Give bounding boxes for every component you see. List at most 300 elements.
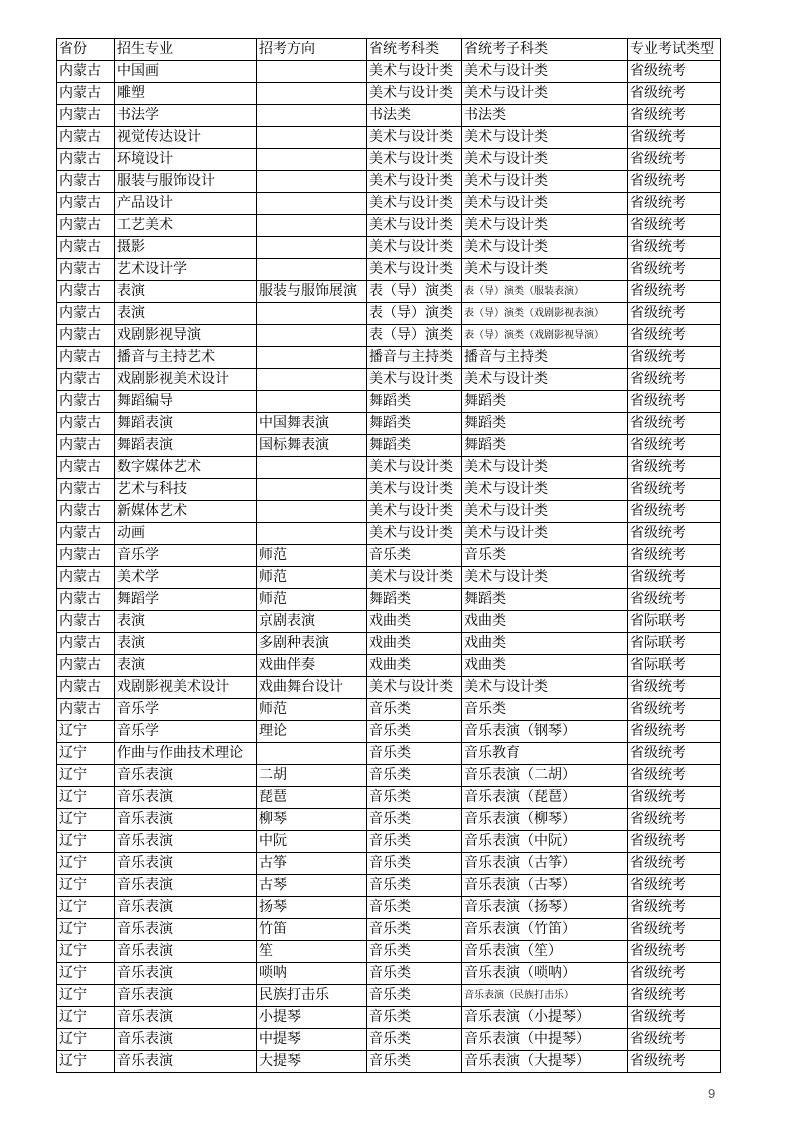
cell-exam-type: 省级统考 [628, 523, 721, 545]
cell-exam-type: 省级统考 [628, 105, 721, 127]
cell-exam-subcategory: 音乐表演（民族打击乐） [462, 985, 628, 1007]
cell-exam-category: 书法类 [367, 105, 462, 127]
cell-exam-category: 音乐类 [367, 1051, 462, 1073]
cell-exam-subcategory: 美术与设计类 [462, 501, 628, 523]
cell-major: 音乐表演 [115, 831, 257, 853]
cell-exam-subcategory: 美术与设计类 [462, 149, 628, 171]
cell-exam-category: 音乐类 [367, 985, 462, 1007]
cell-province: 内蒙古 [57, 457, 115, 479]
cell-major: 数字媒体艺术 [115, 457, 257, 479]
cell-exam-category: 音乐类 [367, 875, 462, 897]
header-direction: 招考方向 [257, 39, 367, 61]
table-row [57, 523, 721, 545]
cell-province: 内蒙古 [57, 435, 115, 457]
cell-major: 音乐表演 [115, 787, 257, 809]
cell-major: 舞蹈表演 [115, 413, 257, 435]
cell-exam-category: 音乐类 [367, 809, 462, 831]
cell-province: 辽宁 [57, 941, 115, 963]
cell-exam-category: 音乐类 [367, 919, 462, 941]
table-row [57, 479, 721, 501]
cell-province: 内蒙古 [57, 699, 115, 721]
cell-exam-category: 音乐类 [367, 831, 462, 853]
cell-exam-type: 省级统考 [628, 193, 721, 215]
cell-exam-category: 舞蹈类 [367, 589, 462, 611]
cell-province: 辽宁 [57, 963, 115, 985]
cell-exam-subcategory: 播音与主持类 [462, 347, 628, 369]
cell-exam-subcategory: 音乐表演（古琴） [462, 875, 628, 897]
cell-exam-subcategory: 戏曲类 [462, 611, 628, 633]
cell-direction: 师范 [257, 567, 367, 589]
cell-exam-type: 省级统考 [628, 435, 721, 457]
cell-exam-category: 美术与设计类 [367, 523, 462, 545]
admissions-table [56, 38, 721, 1073]
cell-exam-category: 表（导）演类 [367, 325, 462, 347]
cell-exam-type: 省级统考 [628, 985, 721, 1007]
cell-exam-category: 舞蹈类 [367, 391, 462, 413]
cell-exam-subcategory: 音乐表演（中提琴） [462, 1029, 628, 1051]
cell-exam-subcategory: 舞蹈类 [462, 435, 628, 457]
cell-major: 动画 [115, 523, 257, 545]
cell-exam-type: 省级统考 [628, 809, 721, 831]
cell-major: 音乐学 [115, 545, 257, 567]
cell-major: 戏剧影视美术设计 [115, 369, 257, 391]
cell-exam-subcategory: 音乐表演（二胡） [462, 765, 628, 787]
cell-major: 戏剧影视美术设计 [115, 677, 257, 699]
cell-exam-category: 音乐类 [367, 765, 462, 787]
cell-province: 辽宁 [57, 721, 115, 743]
cell-exam-type: 省级统考 [628, 83, 721, 105]
cell-exam-subcategory: 美术与设计类 [462, 523, 628, 545]
cell-major: 音乐表演 [115, 919, 257, 941]
cell-exam-category: 舞蹈类 [367, 435, 462, 457]
cell-major: 音乐表演 [115, 765, 257, 787]
cell-exam-subcategory: 音乐表演（大提琴） [462, 1051, 628, 1073]
cell-major: 舞蹈表演 [115, 435, 257, 457]
table-row [57, 215, 721, 237]
cell-exam-type: 省级统考 [628, 237, 721, 259]
cell-exam-subcategory: 音乐表演（柳琴） [462, 809, 628, 831]
cell-exam-type: 省级统考 [628, 479, 721, 501]
table-row [57, 83, 721, 105]
cell-direction [257, 457, 367, 479]
page-number: 9 [708, 1086, 716, 1101]
table-row [57, 655, 721, 677]
cell-exam-type: 省级统考 [628, 1029, 721, 1051]
cell-direction [257, 369, 367, 391]
table-row [57, 963, 721, 985]
table-row [57, 1007, 721, 1029]
cell-exam-type: 省级统考 [628, 765, 721, 787]
cell-exam-type: 省级统考 [628, 391, 721, 413]
table-row [57, 259, 721, 281]
cell-exam-subcategory: 美术与设计类 [462, 479, 628, 501]
cell-exam-category: 美术与设计类 [367, 457, 462, 479]
cell-province: 辽宁 [57, 897, 115, 919]
cell-major: 工艺美术 [115, 215, 257, 237]
cell-exam-type: 省际联考 [628, 633, 721, 655]
cell-direction: 戏曲舞台设计 [257, 677, 367, 699]
table-row [57, 633, 721, 655]
table-row [57, 127, 721, 149]
cell-direction: 师范 [257, 699, 367, 721]
cell-province: 辽宁 [57, 831, 115, 853]
cell-exam-category: 美术与设计类 [367, 479, 462, 501]
cell-direction: 服装与服饰展演 [257, 281, 367, 303]
cell-direction [257, 347, 367, 369]
table-row [57, 391, 721, 413]
cell-major: 音乐表演 [115, 809, 257, 831]
cell-province: 内蒙古 [57, 83, 115, 105]
cell-exam-subcategory: 美术与设计类 [462, 171, 628, 193]
cell-province: 内蒙古 [57, 193, 115, 215]
table-row [57, 831, 721, 853]
table-row [57, 1029, 721, 1051]
cell-province: 内蒙古 [57, 325, 115, 347]
cell-province: 内蒙古 [57, 237, 115, 259]
cell-exam-type: 省级统考 [628, 1007, 721, 1029]
cell-exam-subcategory: 音乐表演（竹笛） [462, 919, 628, 941]
cell-exam-category: 美术与设计类 [367, 127, 462, 149]
cell-major: 播音与主持艺术 [115, 347, 257, 369]
table-row [57, 413, 721, 435]
cell-exam-type: 省级统考 [628, 171, 721, 193]
cell-exam-subcategory: 美术与设计类 [462, 83, 628, 105]
cell-exam-category: 戏曲类 [367, 611, 462, 633]
cell-exam-category: 音乐类 [367, 743, 462, 765]
cell-exam-subcategory: 音乐表演（扬琴） [462, 897, 628, 919]
cell-province: 辽宁 [57, 853, 115, 875]
table-row [57, 61, 721, 83]
cell-province: 内蒙古 [57, 215, 115, 237]
table-row [57, 501, 721, 523]
table-row [57, 589, 721, 611]
table-row [57, 897, 721, 919]
cell-exam-subcategory: 美术与设计类 [462, 61, 628, 83]
table-row [57, 369, 721, 391]
cell-exam-subcategory: 音乐类 [462, 545, 628, 567]
cell-exam-category: 美术与设计类 [367, 501, 462, 523]
table-row [57, 721, 721, 743]
table-row [57, 875, 721, 897]
header-exam-type: 专业考试类型 [628, 39, 721, 61]
table-row [57, 765, 721, 787]
cell-direction [257, 193, 367, 215]
cell-province: 内蒙古 [57, 61, 115, 83]
cell-exam-type: 省级统考 [628, 919, 721, 941]
cell-direction [257, 105, 367, 127]
cell-exam-category: 美术与设计类 [367, 369, 462, 391]
cell-exam-subcategory: 舞蹈类 [462, 589, 628, 611]
cell-exam-subcategory: 美术与设计类 [462, 567, 628, 589]
cell-direction [257, 391, 367, 413]
cell-exam-category: 美术与设计类 [367, 259, 462, 281]
cell-exam-subcategory: 音乐表演（笙） [462, 941, 628, 963]
cell-direction [257, 325, 367, 347]
cell-exam-category: 音乐类 [367, 941, 462, 963]
cell-province: 内蒙古 [57, 589, 115, 611]
cell-province: 辽宁 [57, 875, 115, 897]
cell-exam-type: 省级统考 [628, 215, 721, 237]
cell-major: 音乐学 [115, 699, 257, 721]
cell-province: 内蒙古 [57, 501, 115, 523]
cell-exam-category: 美术与设计类 [367, 83, 462, 105]
cell-exam-subcategory: 书法类 [462, 105, 628, 127]
cell-direction: 中提琴 [257, 1029, 367, 1051]
cell-province: 辽宁 [57, 809, 115, 831]
cell-exam-subcategory: 舞蹈类 [462, 413, 628, 435]
cell-province: 辽宁 [57, 919, 115, 941]
header-province: 省份 [57, 39, 115, 61]
header-major: 招生专业 [115, 39, 257, 61]
cell-direction: 唢呐 [257, 963, 367, 985]
cell-province: 内蒙古 [57, 347, 115, 369]
cell-province: 内蒙古 [57, 281, 115, 303]
cell-exam-subcategory: 美术与设计类 [462, 677, 628, 699]
cell-major: 书法学 [115, 105, 257, 127]
cell-province: 内蒙古 [57, 303, 115, 325]
cell-direction: 大提琴 [257, 1051, 367, 1073]
cell-exam-category: 音乐类 [367, 853, 462, 875]
table-row [57, 105, 721, 127]
cell-exam-type: 省级统考 [628, 545, 721, 567]
cell-province: 辽宁 [57, 985, 115, 1007]
cell-exam-type: 省际联考 [628, 611, 721, 633]
cell-direction [257, 61, 367, 83]
cell-major: 音乐表演 [115, 1029, 257, 1051]
cell-exam-subcategory: 音乐表演（古筝） [462, 853, 628, 875]
cell-exam-category: 美术与设计类 [367, 677, 462, 699]
cell-province: 内蒙古 [57, 391, 115, 413]
table-row [57, 985, 721, 1007]
cell-major: 艺术与科技 [115, 479, 257, 501]
cell-major: 音乐学 [115, 721, 257, 743]
cell-province: 辽宁 [57, 765, 115, 787]
cell-province: 内蒙古 [57, 413, 115, 435]
cell-exam-type: 省级统考 [628, 347, 721, 369]
cell-direction [257, 303, 367, 325]
cell-exam-category: 音乐类 [367, 721, 462, 743]
cell-exam-type: 省级统考 [628, 567, 721, 589]
cell-major: 舞蹈编导 [115, 391, 257, 413]
cell-direction: 京剧表演 [257, 611, 367, 633]
table-row [57, 743, 721, 765]
cell-exam-type: 省级统考 [628, 787, 721, 809]
cell-exam-type: 省级统考 [628, 677, 721, 699]
cell-direction [257, 171, 367, 193]
cell-major: 表演 [115, 633, 257, 655]
cell-exam-type: 省级统考 [628, 963, 721, 985]
cell-major: 产品设计 [115, 193, 257, 215]
cell-exam-category: 表（导）演类 [367, 281, 462, 303]
table-row [57, 545, 721, 567]
table-row [57, 611, 721, 633]
cell-major: 艺术设计学 [115, 259, 257, 281]
cell-major: 视觉传达设计 [115, 127, 257, 149]
cell-exam-type: 省级统考 [628, 831, 721, 853]
table-row [57, 149, 721, 171]
cell-province: 内蒙古 [57, 611, 115, 633]
cell-major: 音乐表演 [115, 897, 257, 919]
cell-province: 内蒙古 [57, 369, 115, 391]
cell-province: 内蒙古 [57, 545, 115, 567]
table-row [57, 303, 721, 325]
cell-exam-category: 美术与设计类 [367, 149, 462, 171]
cell-exam-category: 美术与设计类 [367, 61, 462, 83]
cell-direction: 笙 [257, 941, 367, 963]
cell-exam-subcategory: 表（导）演类（戏剧影视表演） [462, 303, 628, 325]
table-header-row [57, 39, 721, 61]
cell-exam-type: 省级统考 [628, 501, 721, 523]
cell-province: 辽宁 [57, 1051, 115, 1073]
cell-exam-subcategory: 表（导）演类（服装表演） [462, 281, 628, 303]
cell-major: 雕塑 [115, 83, 257, 105]
cell-province: 内蒙古 [57, 259, 115, 281]
cell-exam-type: 省级统考 [628, 897, 721, 919]
cell-exam-subcategory: 美术与设计类 [462, 237, 628, 259]
cell-province: 内蒙古 [57, 677, 115, 699]
cell-exam-subcategory: 音乐表演（琵琶） [462, 787, 628, 809]
cell-exam-type: 省级统考 [628, 721, 721, 743]
table-row [57, 787, 721, 809]
cell-direction: 多剧种表演 [257, 633, 367, 655]
cell-exam-type: 省级统考 [628, 589, 721, 611]
cell-exam-subcategory: 美术与设计类 [462, 193, 628, 215]
cell-exam-subcategory: 戏曲类 [462, 633, 628, 655]
cell-major: 音乐表演 [115, 941, 257, 963]
cell-direction: 小提琴 [257, 1007, 367, 1029]
cell-exam-category: 音乐类 [367, 1007, 462, 1029]
cell-exam-subcategory: 舞蹈类 [462, 391, 628, 413]
cell-exam-subcategory: 音乐表演（中阮） [462, 831, 628, 853]
cell-exam-category: 戏曲类 [367, 655, 462, 677]
cell-direction [257, 523, 367, 545]
cell-exam-category: 播音与主持类 [367, 347, 462, 369]
table-row [57, 699, 721, 721]
cell-exam-category: 音乐类 [367, 1029, 462, 1051]
cell-exam-category: 音乐类 [367, 963, 462, 985]
cell-direction [257, 501, 367, 523]
cell-exam-type: 省级统考 [628, 875, 721, 897]
cell-major: 表演 [115, 611, 257, 633]
cell-direction [257, 83, 367, 105]
table-row [57, 941, 721, 963]
cell-exam-type: 省级统考 [628, 259, 721, 281]
cell-exam-type: 省级统考 [628, 1051, 721, 1073]
table-row [57, 919, 721, 941]
cell-exam-subcategory: 表（导）演类（戏剧影视导演） [462, 325, 628, 347]
table-row [57, 1051, 721, 1073]
cell-province: 内蒙古 [57, 171, 115, 193]
cell-direction: 中阮 [257, 831, 367, 853]
cell-direction: 柳琴 [257, 809, 367, 831]
cell-direction: 国标舞表演 [257, 435, 367, 457]
cell-exam-type: 省级统考 [628, 127, 721, 149]
cell-major: 表演 [115, 655, 257, 677]
cell-province: 内蒙古 [57, 105, 115, 127]
cell-province: 内蒙古 [57, 633, 115, 655]
cell-direction: 理论 [257, 721, 367, 743]
cell-direction: 竹笛 [257, 919, 367, 941]
cell-major: 音乐表演 [115, 1007, 257, 1029]
cell-direction: 古筝 [257, 853, 367, 875]
cell-direction: 戏曲伴奏 [257, 655, 367, 677]
cell-major: 舞蹈学 [115, 589, 257, 611]
cell-direction [257, 237, 367, 259]
cell-major: 表演 [115, 303, 257, 325]
table-row [57, 325, 721, 347]
cell-direction: 师范 [257, 545, 367, 567]
cell-exam-category: 美术与设计类 [367, 171, 462, 193]
cell-exam-category: 音乐类 [367, 545, 462, 567]
cell-exam-type: 省级统考 [628, 369, 721, 391]
cell-direction [257, 259, 367, 281]
cell-exam-type: 省级统考 [628, 61, 721, 83]
cell-major: 中国画 [115, 61, 257, 83]
cell-exam-type: 省级统考 [628, 149, 721, 171]
cell-province: 内蒙古 [57, 567, 115, 589]
cell-exam-subcategory: 音乐表演（钢琴） [462, 721, 628, 743]
cell-major: 音乐表演 [115, 963, 257, 985]
table-row [57, 853, 721, 875]
cell-direction: 民族打击乐 [257, 985, 367, 1007]
cell-exam-type: 省级统考 [628, 853, 721, 875]
cell-province: 内蒙古 [57, 479, 115, 501]
cell-exam-category: 音乐类 [367, 897, 462, 919]
cell-exam-type: 省际联考 [628, 655, 721, 677]
cell-exam-type: 省级统考 [628, 457, 721, 479]
cell-exam-category: 美术与设计类 [367, 215, 462, 237]
cell-direction [257, 149, 367, 171]
cell-province: 辽宁 [57, 1007, 115, 1029]
cell-direction [257, 215, 367, 237]
table-row [57, 567, 721, 589]
cell-direction: 师范 [257, 589, 367, 611]
cell-direction: 古琴 [257, 875, 367, 897]
cell-province: 辽宁 [57, 1029, 115, 1051]
header-exam-category: 省统考科类 [367, 39, 462, 61]
cell-exam-subcategory: 美术与设计类 [462, 457, 628, 479]
cell-direction: 中国舞表演 [257, 413, 367, 435]
cell-exam-type: 省级统考 [628, 743, 721, 765]
cell-exam-subcategory: 美术与设计类 [462, 369, 628, 391]
table-body [57, 61, 721, 1073]
cell-major: 表演 [115, 281, 257, 303]
cell-province: 辽宁 [57, 743, 115, 765]
cell-exam-subcategory: 美术与设计类 [462, 127, 628, 149]
cell-exam-type: 省级统考 [628, 303, 721, 325]
cell-province: 辽宁 [57, 787, 115, 809]
cell-province: 内蒙古 [57, 523, 115, 545]
cell-exam-subcategory: 美术与设计类 [462, 215, 628, 237]
table-row [57, 809, 721, 831]
cell-exam-category: 美术与设计类 [367, 567, 462, 589]
cell-exam-category: 舞蹈类 [367, 413, 462, 435]
table-row [57, 347, 721, 369]
table-row [57, 237, 721, 259]
cell-exam-type: 省级统考 [628, 941, 721, 963]
cell-major: 音乐表演 [115, 985, 257, 1007]
cell-major: 服装与服饰设计 [115, 171, 257, 193]
table-row [57, 677, 721, 699]
cell-exam-category: 表（导）演类 [367, 303, 462, 325]
cell-exam-category: 美术与设计类 [367, 193, 462, 215]
table-row [57, 435, 721, 457]
table-row [57, 457, 721, 479]
cell-exam-subcategory: 音乐表演（小提琴） [462, 1007, 628, 1029]
cell-exam-type: 省级统考 [628, 325, 721, 347]
cell-major: 新媒体艺术 [115, 501, 257, 523]
cell-direction: 二胡 [257, 765, 367, 787]
